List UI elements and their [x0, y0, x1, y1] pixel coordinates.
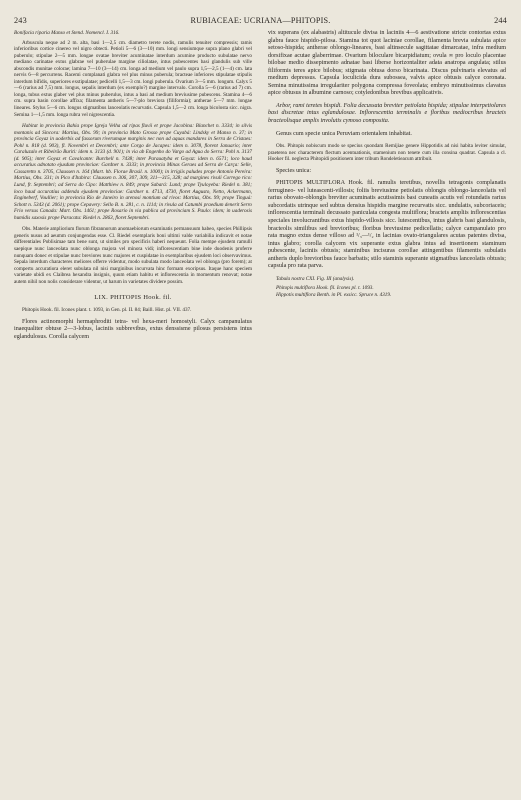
- genus-reference: Phitopis Hook. fil. Icones plant. t. 1093, in Gen. pl. II. 84; Baill. Hist. pl. VII. 437.: [22, 307, 192, 314]
- synonym-1: Phitopis multiflora Hook. fil. Icones pl. t. 1093.: [276, 285, 374, 292]
- running-title: RUBIACEAE: UCRIANA—PHITOPIS.: [190, 16, 331, 25]
- habit-paragraph: Arbor, rami teretes hispidi. Folia decussata breviter petiolata hispida; stipulae interpetiolares basi discretae intus eglandulosae. Inflorescentia terminalis e floribus mediocribus bracteis bracteolisque amplis involutis cymoso composita.: [268, 102, 506, 125]
- genus-description-continued: vix superans (ex alabastris) altitucule divisa in laciniis 4—6 aestivatione stricte contortas extus glabra fauce hispido-pilosa. Stamina tot quot laciniae corollae, filamenta brevia subulata apice setoso-hispida; antherae oblongo-lineares, basi altinsecule sagittatae dimarcatae, infra medium dorsifixae acutae glaberrimae. Ovarium biloculare bicarpidiatum; ovula ∞ pro loculo placentae bilobae medio dissepimento adnatae basi liberse horizontaliter adata anatropa angulata; stilus filiformis teres apice bilobus; stigmata obtusa dorso bicarinata. Discus pulvinaris elevatus ad medium depressus. Capsula loculicida dura subossea, valvis apice obtusis calyce coronata. Semina minutissima irregulariter polygona compressa foveolata; embryo minutissimus clavatus apice obtusus in albumine carnoso; cotyledonibus brevibus applicativis.: [268, 30, 506, 97]
- genus-note: Genus cum specie unica Peruviam orientalem inhabitat.: [276, 130, 412, 137]
- running-header: [14, 16, 507, 25]
- reference-line: Bonifacia riparia Manso et Stend. Nomencl. I. 316.: [14, 30, 120, 36]
- species-label: Species unica:: [276, 167, 312, 174]
- page-number-right: 244: [494, 16, 507, 25]
- observation-paragraph: Obs. Materie ampliorium florum fibrannorum anomaebiorum examinatis permansuum habeo, species Phillipsis generis nusus ad aeumm conjungendas esse. Cl. Riedel exemplaris boni ultimi valde variabilia indicavit et notae differentiales Poblisimae tam bene sunt, ut similes pro specificis haberi nequeunt. Folia mempe ejusdem ramulli saepique nunc lanceolata nunc oblonga majora vel minora vidi; inflorescentiam bine inde duodenis proferre nunquam donec et stipulae nunc breviores nunc majores et cuspidatae in exemplaribus ejusdem loci observavimus. Sepala interdum characteres meliores offerre videntur, modo subulata modo lanceolata vel oblonga (pro forem); at compertu accuratiora eleret subulata nil nisi marginibus incurvata hinc formam exoripsus. Itaque hanc speciem varietate ubidi ex Claibrea hexandra insignis, quum etiam habitu et inflorescentia in momentum renovat; notae autem nihil non nolis considerare videntur, ut harum in varietates dividere possim.: [14, 226, 252, 285]
- habitat-paragraph: Habitat in provincia Bahia prope Igreja Velha ad ripas fluvii et prope Jacobina: Blanchet n. 3334; in silvis montanis ad Sincora: Martius, Obs. 99; in provincia Mato Grosso prope Cuyabá: Lindsky et Manso n. 37; in provincia Goyaz in uoderbis ad fassorum riverumque marginis nec non ad aquas mandares in Serra de Cristaes: Pohl n. 818 (d. 903), fl. Novembri et Decembri; ante Corgo de Jacapes: idem n. 3078, florent Januario; inter Caraluzalo et Ribeirão Buriti: idem n. 3133 (d. 901); in via ab Engenho do Vargo ad Agua do Serra: Pohl n. 3137 (d. 905); inter Goyaz et Cavalcante: Burchell n. 7438; inter Parauatyba et Goyaz: idem n. 6571; loco haud accuratius adnotato ejusdum provinciae: Gardner n. 3333; in provincia Minas Geraes ad Serra de Carça: Selle, Cassaretto n. 3705, Claussen n. 164 (Mart. hb. Florae Brasil. n. 1000); in irrigiis paludes prope Antonio Pereira: Martius, Obs. 331; in Pico d'Itabira: Claussen n. 306, 307, 309, 311—315, 328; ad margines rivuli Corrego rico: Lund, fr. Septembri; ad Serra do Cipo: Matthiew n. 849; prope Sabará: Lund; prope Tyuloyeba: Riedel n. 381; loco haud accuratius addenda ejusdem provinciae: Gardner n. 4713, 4730, floret Augusto, Netto, Ackermann, Engineberf, Voullier; in provincia Rio de Janeiro in arenosi montium ad rivos: Martius, Obs. 99; prope Tinguá: Schott n. 5343 (d. 2061); prope Cepavery: Sello B. n. 281, c. n. 1114; in rivula ad Catumbi praedium denerit Serro Frio versus Canada: Mart. Obs. 1461; prope Rosario in via publica ad provinciam S. Paulo: idem; in uaderosis humidis saxosis prope Paracatu: Riedel n. 2863, floret Septembri.: [14, 123, 252, 221]
- right-column: [268, 30, 506, 299]
- left-column: [14, 30, 252, 341]
- synonym-2: Hippotis multiflora Benth. in Pl. exsicc. Spruce n. 4319.: [276, 291, 392, 298]
- species-description: Arbuscula neque ad 2 m. alta, basi 1—2,5 cm. diametro terete nodis, ramulis tenuiter compressis; ramis inferioribus cortice cinereo vel nigro obtecti. Petioli 5—6 (3—10) mm. longi sensiumque supra plano glabri vel puberulo; stipulae 2—5 mm. longae ovatae breviter acuminatae interdum acumine producto subulatae nervo mediano carinatae extus glabrae vel puberulae margine ciliolatae, intus pubescentes basi glandulis sub ville abscondis munitae colorae; lamina 7—10 (3—14) cm. longa ad medium vel paulo supra 1,5—2,5 (1—4) cm. lata nervis 6—8 percurrens. Racemi complanati glabra vel plus minus puberula; bracteae inferiores stipulatae stipulis interdum bifidis, superiores exstipulatae; pedicelli 1,5—3 cm. longi puberula. Ovarium 3—5 mm. longum. Calyx 5—6 (rarius ad 7,5) mm. longus, sepalis interdum (ex exemplo?) margine intervalo. Corolla 5—6 (rarius ad 7) cm. longa, tubus extus glaber vel plus minus puberulus, intus a basi ad medium breviusime pubescens. Stamina 4—6 cm. supra basin corollae affixa; filamenta antheris 5—7-plo breviora (filiformia); antherae 5—7 mm. longae lineares. Stylus 5—6 cm. longus stigmatibus lanceolatis recurvatis. Capsula 1,5—2 cm. longa bicolosta sicc. nigra. Semina 1—1,5 mm. longa rubra vel nigrescentia.: [14, 39, 252, 118]
- species-entry: [268, 180, 506, 271]
- species-description: ramulis teretibus, novellis tetragonis complanatis ferrugineo- vel luteascenti-villosis; foliis breviusime petiolatis oblongis oblongo-lanceolatis vel rarius obovato-oblongis breviter acuminatis acutissimis basi cuneatis acutis vel rotundatis rarius subcordatis utrinque sed subtus densius hispidis margine recurvatis sicc. undulatis, subcoriaceis; inflorescentia terminali decussato paniculata congesta multiflora; bracteis ampliis inflorescentias speciales involucrantibus extus hispido-villosis sicc. lutescentibus, intus glabris basi glandulosis, bracteolis similibus sed brevioribus; floribus breviusime pedicellatis; calyce campanulato pro rata magno extus dense villoso ad ¹/₃—¹/₂ in lacinias ovato-triangulares acutas patentes divisa, intus glabro; corolla calycem vix superante extus glabra intus ad insertionem staminum pubescente, laciniis obtusis; staminibus incisuras corollae attingentibus filamentis subulatis antheris duplo brevioribus fauce barbatis; stilo staminis superante stigmatibus lanceolatis obtusis; capsula pro rata parva.: [268, 180, 506, 270]
- plate-reference: Tabula nostra CXI. Fig. III (analysis).: [276, 275, 355, 282]
- genus-title: LIX. PHITOPIS Hook. fil.: [94, 294, 172, 302]
- page-number-left: 243: [14, 16, 27, 25]
- observation-note: Obs. Phitopis nobiscum modo se specius quondam Remijiae genere Hippotidis ad nisi habita leviter simulat, praeterea nec characterem flectum acentuationis, stamenium non tenete cum illa consina quadrat. Capsula a cl. Hooker fil. neglecta Phitopidi positionem inter tribum Rondeletieacum attribuit.: [268, 143, 506, 163]
- genus-description: Flores actinomorphi hermaphroditi tetra- vel hexa-meri homostyli. Calyx campanulatus inaequaliter obtuse 2—3-lobus, laciniis subbrevibus, extus denssisme pilosus persistens intus eglandulosus. Corolla calycem: [14, 318, 252, 340]
- species-title: PHITOPIS MULTIFLORA Hook. fil.: [276, 180, 375, 187]
